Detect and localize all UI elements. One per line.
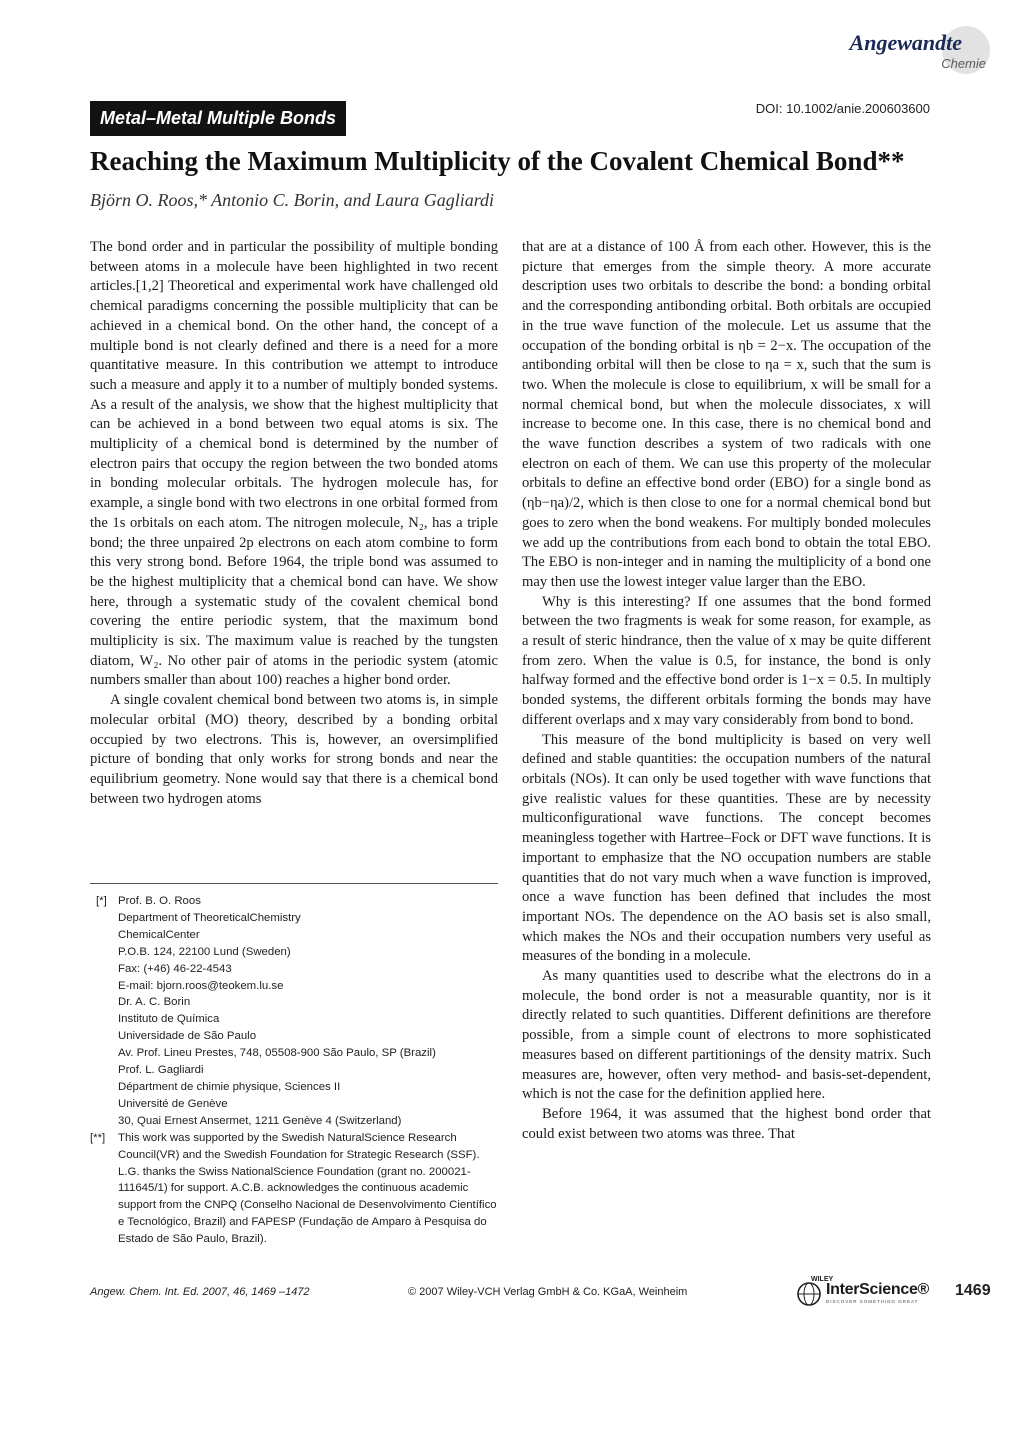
affiliation-line: Instituto de Química [118,1013,220,1026]
interscience-globe-icon [796,1281,822,1307]
publisher-name: InterScience® [826,1281,930,1298]
acknowledgment-footnote [90,1130,498,1248]
paragraph: Before 1964, it was assumed that the highest bond order that could exist between two atoms was three. That [522,1105,931,1142]
paragraph: A single covalent chemical bond between two atoms is, in simple molecular orbital (MO) theory, described by a bonding orbital occupied by two electrons. This is, however, an oversimplified picture of bonding that only works for strong bonds and near the equilibrium geometry. None would say that there is a chemical bond between two hydrogen atoms [90,692,498,807]
affiliation-line: Av. Prof. Lineu Prestes, 748, 05508-900 São Paulo, SP (Brazil) [118,1047,436,1060]
footnote-marker: [*] [96,895,107,907]
affiliation-line: Prof. L. Gagliardi [118,1064,204,1077]
journal-logo [849,24,990,76]
interscience-logo [796,1278,934,1306]
doi: DOI: 10.1002/anie.200603600 [755,101,930,116]
section-tag: Metal–Metal Multiple Bonds [90,101,346,136]
paragraph: that are at a distance of 100 Å from each other. However, this is the picture that emerges from the simple theory. A more accurate description uses two orbitals to describe the bond: a bonding orbital and the corresponding antibonding orbital. Both orbitals are occupied in the true wave function of the molecule. Let us assume that the occupation of the bonding orbital is ηb = 2−x. The occupation of the antibonding orbital will then be close to ηa = x, such that the sum is two. When the molecule is close to equilibrium, x will be small for a normal chemical bond, but when the molecule dissociates, x will increase to become one. In this case, there is no chemical bond and the wave function describes a system of two radicals with one electron on each of them. We can use this property of the molecular orbitals to define an effective bond order (EBO) for a single bond as (ηb−ηa)/2, which is then close to one for a normal chemical bond but goes to zero when the bond weakens. For multiply bonded molecules we add up the contributions from each bond to obtain the total EBO. The EBO is non-integer and in naming the multiplicity of a bond one may then use the lowest integer value larger than the EBO. [522,239,931,590]
body-right-column [522,238,931,1268]
copyright: © 2007 Wiley-VCH Verlag GmbH & Co. KGaA, Weinheim [408,1286,688,1298]
footnotes [90,893,498,1248]
affiliation-line: P.O.B. 124, 22100 Lund (Sweden) [118,945,291,958]
acknowledgment-text: This work was supported by the Swedish NaturalScience Research Council(VR) and the Swedish Foundation for Strategic Research (SSF). L.G. thanks the Swiss NationalScience Foundation (grant no. 200021-111645/1) for support. A.C.B. acknowledges the continuous academic support from the CNPQ (Conselho Nacional de Desenvolvimento Científico e Tecnológico, Brazil) and FAPESP (Fundação de Amparo à Pesquisa do Estado de São Paulo, Brazil). [118,1131,497,1246]
paragraph: As many quantities used to describe what the electrons do in a molecule, the bond order is not a measurable quantity, nor is it directly related to such quantities. Different definitions are therefore possible, from a simple count of electrons to more sophisticated measures based on different partitionings of the density matrix. Such measures are, however, often very method- and basis-set-dependent, which is not the case for the definition applied here. [522,968,931,1103]
affiliation-line: 30, Quai Ernest Ansermet, 1211 Genève 4 (Switzerland) [118,1114,402,1127]
page-number: 1469 [955,1282,991,1299]
affiliation-email[interactable]: E-mail: bjorn.roos@teokem.lu.se [118,979,284,992]
paragraph: This measure of the bond multiplicity is based on very well defined and stable quantities: the occupation numbers of the natural orbitals (NOs). It can only be used together with wave functions that give realistic values for these quantities. These are by necessity multiconfigurational wave functions. The concept becomes meaningless together with Hartree–Fock or DFT wave functions. It is important to emphasize that the NO occupation numbers are stable quantities that do not vary much when a wave function is improved, once a wave function has been defined that includes the most important NOs. The dependence on the AO basis set is also small, which makes the NOs and their occupation numbers very useful as measures of the bonding in a molecule. [522,731,931,965]
paragraph: The bond order and in particular the possibility of multiple bonding between atoms in a molecule have been highlighted in two recent articles.[1,2] Theoretical and experimental work have challenged old chemical paradigms concerning the possible multiplicity that can be achieved in a chemical bond. On the other hand, the concept of a multiple bond is not clearly defined and there is a need for a more quantitative measure. In this contribution we attempt to introduce such a measure and apply it to a number of multiply bonded systems. As a result of the analysis, we show that the highest multiplicity that can be achieved in a bond between two equal atoms is six. The multiplicity of a chemical bond is determined by the number of electron pairs that occupy the region between the two bonded atoms in bonding molecular orbitals. The hydrogen molecule has, for example, a single bond with two electrons in one orbital formed from the 1s orbitals on each atom. The nitrogen molecule, N₂, has a triple bond; the three unpaired 2p electrons on each atom combine to form this very strong bond. Before 1964, the triple bond was assumed to be the highest multiplicity that a chemical bond can have. We show here, through a systematic study of the covalent chemical bond covering the entire periodic system, that the maximum bond multiplicity is six. The maximum value is reached by the tungsten diatom, W₂. No other pair of atoms in the periodic system (atomic numbers smaller than about 100) reaches a higher bond order. [90,239,498,689]
article-authors: Björn O. Roos,* Antonio C. Borin, and Laura Gagliardi [90,190,495,210]
paragraph: Why is this interesting? If one assumes that the bond formed between the two fragments is weak for some reason, for example, as a result of steric hindrance, then the value of x may be quite different from zero. When the value is 0.5, for instance, the bond is only halfway formed and the effective bond order is 1−x = 0.5. In multiply bonded systems, the different orbitals forming the bonds may have different overlaps and x may vary considerably from bond to bond. [522,593,931,728]
affiliation-line: Dr. A. C. Borin [118,996,191,1009]
affiliation-line: ChemicalCenter [118,928,200,941]
body-left-column [90,238,498,878]
affiliation-line: Fax: (+46) 46-22-4543 [118,962,232,975]
page-footer [90,1276,991,1304]
affiliations-footnote [90,893,498,1130]
logo-subtitle: Chemie [941,56,986,71]
journal-citation: Angew. Chem. Int. Ed. 2007, 46, 1469 –1472 [90,1286,310,1298]
affiliation-line: Départment de chimie physique, Sciences II [118,1080,341,1093]
footnote-divider [90,883,498,884]
affiliation-line: Prof. B. O. Roos [118,895,201,907]
affiliation-line: Universidade de São Paulo [118,1030,257,1043]
logo-wordmark: Angewandte [849,30,962,55]
publisher-tagline: DISCOVER SOMETHING GREAT [826,1299,919,1304]
article-title: Reaching the Maximum Multiplicity of the Covalent Chemical Bond** [90,146,905,176]
publisher-small-label: WILEY [811,1276,834,1283]
affiliation-line: Department of TheoreticalChemistry [118,911,301,924]
affiliation-line: Université de Genève [118,1097,228,1110]
footnote-marker: [**] [90,1131,106,1144]
